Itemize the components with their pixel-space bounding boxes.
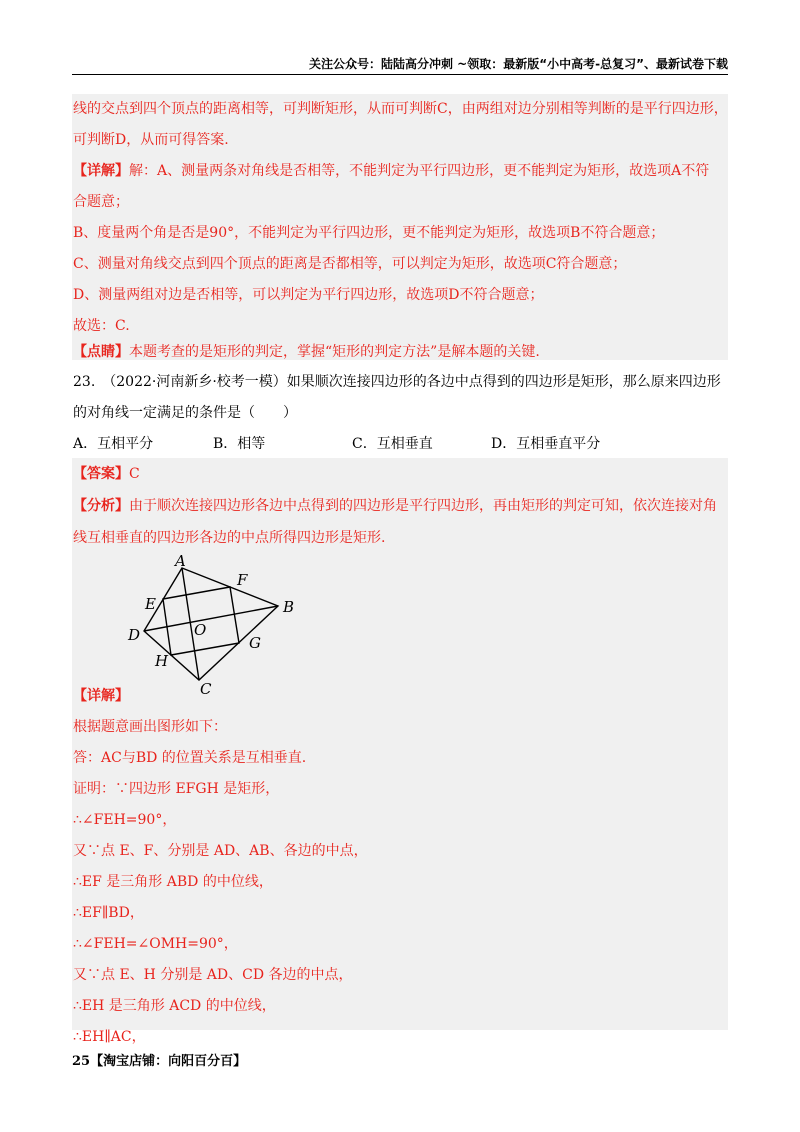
prev-analysis-line2: 可判断D，从而可得答案. xyxy=(73,132,229,148)
quadrilateral-figure xyxy=(125,550,305,698)
prev-comment xyxy=(73,342,540,362)
detail-tag-line: 【详解】 xyxy=(73,688,129,704)
detail-tag: 【详解】 xyxy=(73,163,129,179)
q23-line2: 的对角线一定满足的条件是（ ） xyxy=(73,405,297,421)
detail-line-2: 证明：∵四边形 EFGH 是矩形， xyxy=(73,781,280,797)
label-a: A xyxy=(175,552,186,570)
analysis-line1 xyxy=(73,496,717,516)
label-c: C xyxy=(200,680,212,698)
comment-text: 本题考查的是矩形的判定，掌握“矩形的判定方法”是解本题的关键. xyxy=(129,344,540,360)
option-d: D．互相垂直平分 xyxy=(491,436,601,452)
answer-line xyxy=(73,464,140,484)
detail-a1-text: 解：A、测量两条对角线是否相等，不能判定为平行四边形，更不能判定为矩形，故选项A不符 xyxy=(129,163,710,179)
detail-line-10: ∴EH∥AC， xyxy=(73,1029,146,1045)
prev-detail-b: B、度量两个角是否是90°，不能判定为平行四边形，更不能判定为矩形，故选项B不符合题意； xyxy=(73,225,665,241)
detail-line-5: ∴EF 是三角形 ABD 的中位线， xyxy=(73,874,273,890)
answer-value: C xyxy=(129,466,140,482)
detail-line-1: 答：AC与BD 的位置关系是互相垂直. xyxy=(73,750,307,766)
prev-choose: 故选：C. xyxy=(73,318,130,334)
detail-line-7: ∴∠FEH=∠OMH=90°， xyxy=(73,936,238,952)
detail-line-0: 根据题意画出图形如下： xyxy=(73,719,227,735)
prev-analysis-line1: 线的交点到四个顶点的距离相等，可判断矩形，从而可判断C，由两组对边分别相等判断的是平行四边形， xyxy=(73,101,728,117)
prev-detail-d: D、测量两组对边是否相等，可以判定为平行四边形，故选项D不符合题意； xyxy=(73,287,544,303)
comment-tag: 【点睛】 xyxy=(73,344,129,360)
prev-detail-c: C、测量对角线交点到四个顶点的距离是否都相等，可以判定为矩形，故选项C符合题意； xyxy=(73,256,627,272)
label-h: H xyxy=(155,652,169,670)
header-rule xyxy=(72,74,728,75)
option-a: A．互相平分 xyxy=(73,436,154,452)
label-b: B xyxy=(283,598,295,616)
label-g: G xyxy=(249,634,261,652)
option-b: B．相等 xyxy=(213,436,266,452)
analysis-text1: 由于顺次连接四边形各边中点得到的四边形是平行四边形，再由矩形的判定可知，依次连接对角 xyxy=(129,498,717,514)
page-header: 关注公众号：陆陆高分冲刺 ~领取：最新版“小中高考-总复习”、最新试卷下载 xyxy=(309,57,728,71)
detail-line-8: 又∵点 E、H 分别是 AD、CD 各边的中点， xyxy=(73,967,353,983)
q23-line1: 23. （2022·河南新乡·校考一模）如果顺次连接四边形的各边中点得到的四边形是矩形，那么原来四边形 xyxy=(73,374,721,390)
label-e: E xyxy=(145,595,156,613)
prev-detail-a1 xyxy=(73,161,709,181)
label-o: O xyxy=(194,621,207,639)
detail-line-9: ∴EH 是三角形 ACD 的中位线， xyxy=(73,998,276,1014)
page-footer: 25【淘宝店铺：向阳百分百】 xyxy=(72,1054,247,1069)
label-f: F xyxy=(237,571,248,589)
label-d: D xyxy=(128,626,141,644)
answer-tag: 【答案】 xyxy=(73,466,129,482)
prev-detail-a2: 合题意； xyxy=(73,194,129,210)
detail-line-4: 又∵点 E、F、分别是 AD、AB、各边的中点， xyxy=(73,843,368,859)
analysis-tag: 【分析】 xyxy=(73,498,129,514)
option-c: C．互相垂直 xyxy=(352,436,433,452)
detail-line-3: ∴∠FEH=90°， xyxy=(73,812,177,828)
detail-line-6: ∴EF∥BD， xyxy=(73,905,144,921)
analysis-line2: 线互相垂直的四边形各边的中点所得四边形是矩形. xyxy=(73,530,386,546)
